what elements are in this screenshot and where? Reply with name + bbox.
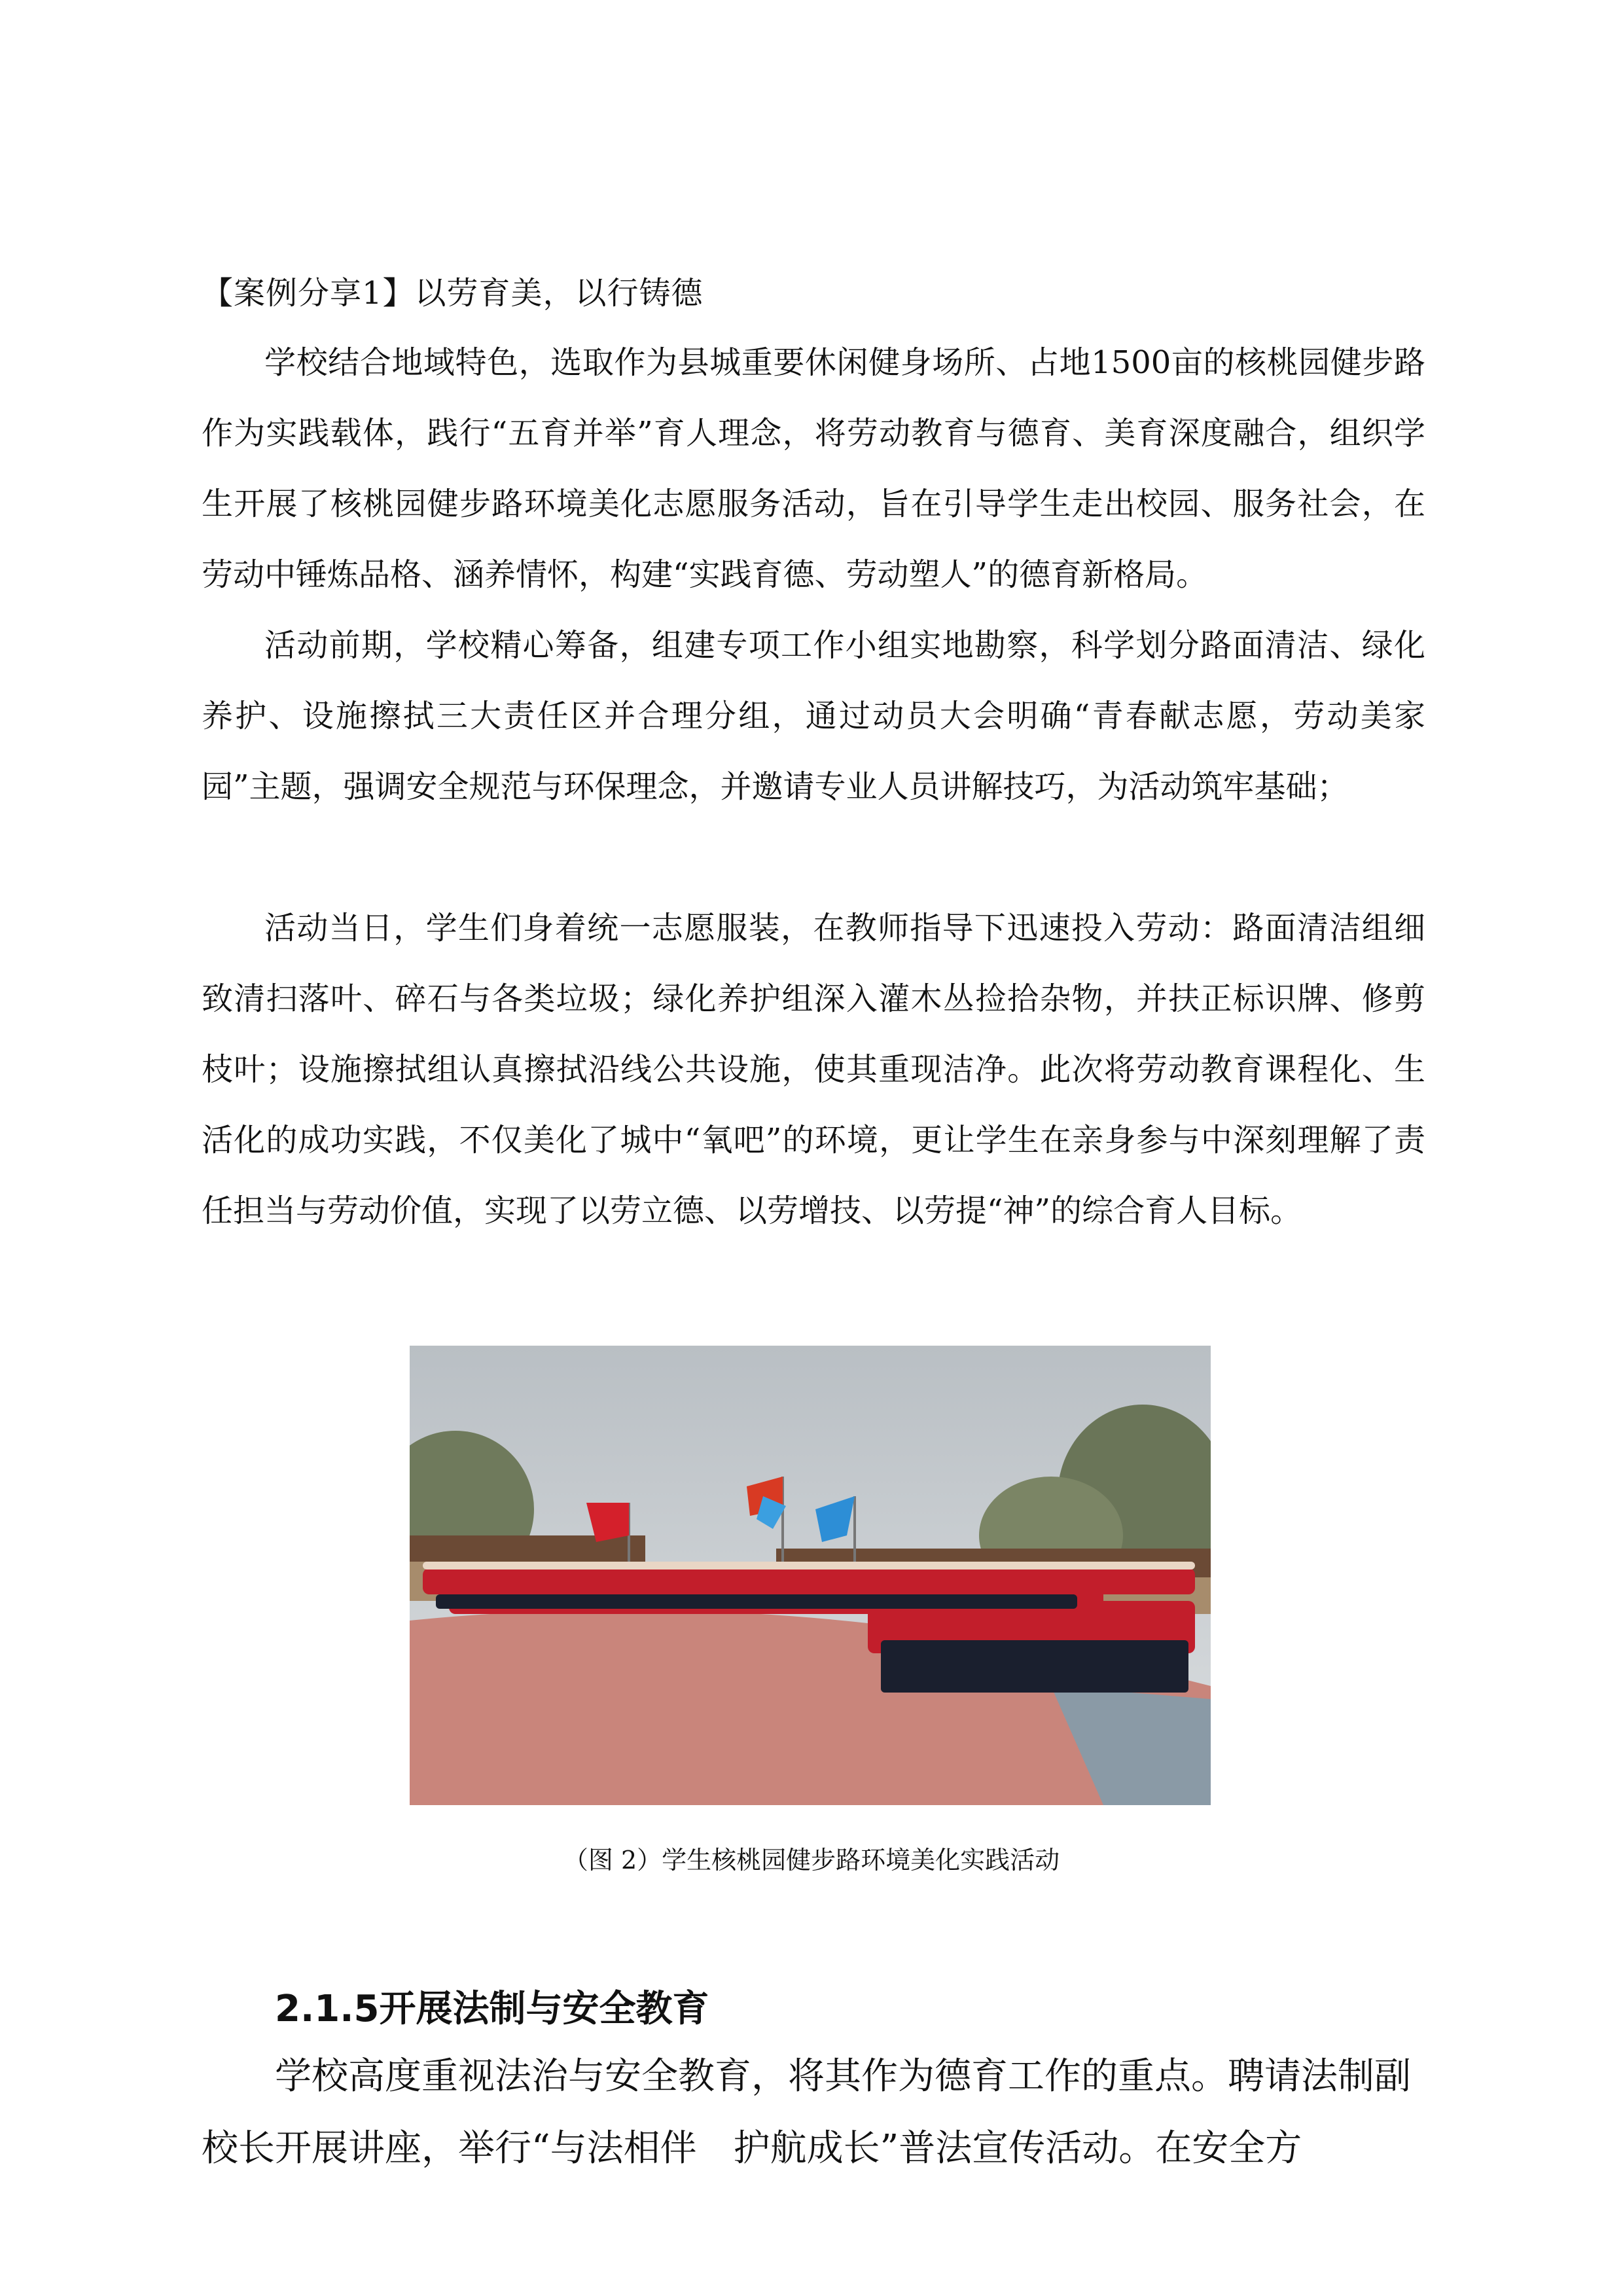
body-paragraph <box>202 610 1425 822</box>
paragraph-text: 活动当日，学生们身着统一志愿服装，在教师指导下迅速投入劳动：路面清洁组细致清扫落叶、碎石与各类垃圾；绿化养护组深入灌木丛捡拾杂物，并扶正标识牌、修剪枝叶；设施擦拭组认真擦拭沿线公共设施，使其重现洁净。此次将劳动教育课程化、生活化的成功实践，不仅美化了城中“氧吧”的环境，更让学生在亲身参与中深刻理解了责任担当与劳动价值，实现了以劳立德、以劳增技、以劳提“神”的综合育人目标。 <box>202 910 1425 1229</box>
body-paragraph <box>202 327 1425 610</box>
paragraph-text: 学校高度重视法治与安全教育，将其作为德育工作的重点。聘请法制副校长开展讲座，举行“与法相伴 护航成长”普法宣传活动。在安全方 <box>202 2055 1411 2170</box>
body-paragraph <box>202 893 1425 1246</box>
section-heading: 2.1.5开展法制与安全教育 <box>275 1988 709 2030</box>
group-photo <box>410 1346 1211 1805</box>
paragraph-text: 学校结合地域特色，选取作为县城重要休闲健身场所、占地1500亩的核桃园健步路作为实践载体，践行“五育并举”育人理念，将劳动教育与德育、美育深度融合，组织学生开展了核桃园健步路环境美化志愿服务活动，旨在引导学生走出校园、服务社会，在劳动中锤炼品格、涵养情怀，构建“实践育德、劳动塑人”的德育新格局。 <box>202 344 1425 593</box>
section-paragraph <box>202 2041 1425 2185</box>
paragraph-text: 活动前期，学校精心筹备，组建专项工作小组实地勘察，科学划分路面清洁、绿化养护、设施擦拭三大责任区并合理分组，通过动员大会明确“青春献志愿，劳动美家园”主题，强调安全规范与环保理念，并邀请专业人员讲解技巧，为活动筑牢基础； <box>202 627 1425 805</box>
figure-caption: （图 2）学生核桃园健步路环境美化实践活动 <box>563 1846 1060 1874</box>
case-title: 【案例分享1】以劳育美，以行铸德 <box>202 275 704 312</box>
group-photo-illustration <box>410 1346 1211 1805</box>
